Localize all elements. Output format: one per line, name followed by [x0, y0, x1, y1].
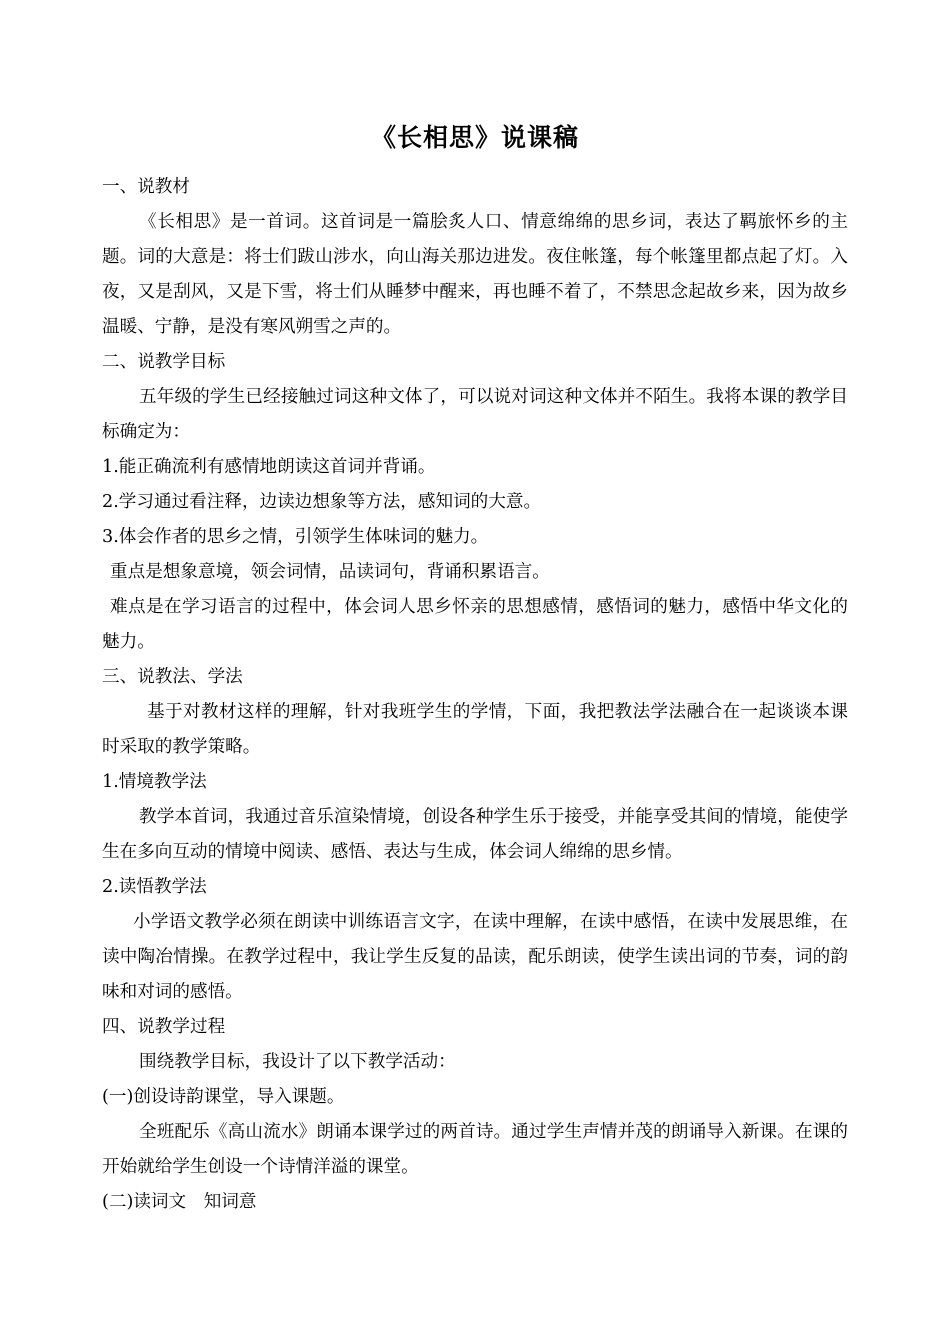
- document-body: [102, 170, 848, 1220]
- goal-item-2: 2.学习通过看注释，边读边想象等方法，感知词的大意。: [102, 492, 542, 512]
- section-heading-methods: 三、说教法、学法: [102, 667, 243, 687]
- goals-intro-paragraph: 五年级的学生已经接触过词这种文体了，可以说对词这种文体并不陌生。我将本课的教学目标确定为：: [102, 387, 848, 442]
- process-step-1-paragraph: 全班配乐《高山流水》朗诵本课学过的两首诗。通过学生声情并茂的朗诵导入新课。在课的开始就给学生创设一个诗情洋溢的课堂。: [102, 1122, 848, 1177]
- method-heading-reading: 2.读悟教学法: [102, 877, 207, 897]
- method-heading-situational: 1.情境教学法: [102, 772, 207, 792]
- method-paragraph-reading: 小学语文教学必须在朗读中训练语言文字，在读中理解，在读中感悟，在读中发展思维，在读中陶冶情操。在教学过程中，我让学生反复的品读，配乐朗读，使学生读出词的节奏，词的韵味和对词的感悟。: [102, 912, 848, 1002]
- goal-item-1: 1.能正确流利有感情地朗读这首词并背诵。: [102, 457, 436, 477]
- process-step-1-heading: (一)创设诗韵课堂，导入课题。: [102, 1087, 345, 1107]
- difficulty-paragraph: 难点是在学习语言的过程中，体会词人思乡怀亲的思想感情，感悟词的魅力，感悟中华文化的魅力。: [102, 597, 848, 652]
- page-title: 《长相思》说课稿: [370, 123, 579, 152]
- section-heading-textbook: 一、说教材: [102, 177, 190, 197]
- section-heading-process: 四、说教学过程: [102, 1017, 226, 1037]
- key-point-paragraph: 重点是想象意境，领会词情，品读词句，背诵积累语言。: [110, 562, 550, 582]
- method-paragraph-situational: 教学本首词，我通过音乐渲染情境，创设各种学生乐于接受，并能享受其间的情境，能使学生在多向互动的情境中阅读、感悟、表达与生成，体会词人绵绵的思乡情。: [102, 807, 848, 862]
- textbook-paragraph: 《长相思》是一首词。这首词是一篇脍炙人口、情意绵绵的思乡词，表达了羁旅怀乡的主题。词的大意是：将士们跋山涉水，向山海关那边进发。夜住帐篷，每个帐篷里都点起了灯。入夜，又是刮风，又是下雪，将士们从睡梦中醒来，再也睡不着了，不禁思念起故乡来，因为故乡温暖、宁静，是没有寒风朔雪之声的。: [102, 212, 848, 337]
- section-heading-goals: 二、说教学目标: [102, 352, 226, 372]
- process-intro-paragraph: 围绕教学目标，我设计了以下教学活动：: [139, 1052, 456, 1072]
- goal-item-3: 3.体会作者的思乡之情，引领学生体味词的魅力。: [102, 527, 489, 547]
- process-step-2-heading: (二)读词文 知词意: [102, 1192, 257, 1212]
- methods-intro-paragraph: 基于对教材这样的理解，针对我班学生的学情，下面，我把教法学法融合在一起谈谈本课时采取的教学策略。: [102, 702, 848, 757]
